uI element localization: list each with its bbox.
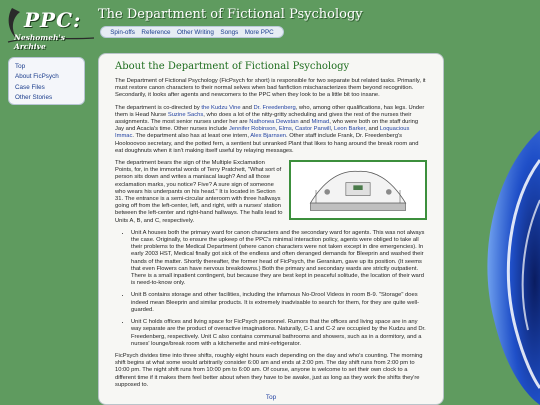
units-list [115,230,427,348]
text: and [298,119,312,126]
staff-paragraph [115,105,427,155]
nav-other-writing[interactable]: Other Writing [176,28,214,36]
text: , who were both on the staff during Jay and Acacia's time. Other nurses include [115,119,419,133]
sidebar-item-other-stories[interactable]: Other Stories [15,93,53,101]
link-loquacious-immac[interactable]: Loquacious Immac [115,126,410,140]
text: , who does a lot of the nitty-gritty scheduling and gives the rest of the nurses their assignments. The most senior nurses under her are [115,111,412,126]
text: . The department also has at least one intern, [132,133,251,140]
site-logo[interactable] [4,2,96,51]
swirl-decoration-icon [476,130,540,405]
logo-text: PPC: [24,8,82,32]
link-leon-barker[interactable]: Leon Barker [333,126,366,133]
page-title: The Department of Fictional Psychology [98,7,363,22]
sidebar [8,57,85,105]
link-castor-parwill[interactable]: Castor Parwill [294,126,331,133]
text: , [275,126,279,133]
list-item-unit-a: • Unit A houses both the primary ward for canon characters and the secondary ward for agents. This was not always the case. Originally, to ensure the upkeep of the PPC's minimal interaction policy, agents were obliged to take all their problems to the Medical Department (where canon characters were not taken except in dire emergencies). In early 2003 HST, Medical finally got sick of the endless and often deranged demands for Bleeprin and washed their hands of the matter. Shortly thereafter, the former head of FicPsych, the Geranium, gave up its position. (It seems that even Flowers can have nervous breakdowns.) Both the primary and secondary wards are strictly outpatient. There is a small inpatient contingent, but because they are best kept in peaceful solitude, the location of their ward is need-to-know only. [131,230,427,288]
sidebar-item-about[interactable]: About FicPsych [15,73,59,81]
link-suzine-sachs[interactable]: Suzine Sachs [167,111,204,118]
link-nathonea-dewstan[interactable]: Nathonea Dewstan [249,119,299,126]
section-paragraph: The department bears the sign of the Multiple Exclamation Points, for, in the immortal words of Terry Pratchett, "What sort of person sits down and writes a maniacal laugh? And all those exclamation marks, you notice? Five? A sure sign of someone who wears his underpants on his head." It is located in Section 31. The entrance is a semi-circular anteroom with three hallways going off from the left-center, left, and right, with a nurses' station between the left-center and right-hand hallways. The halls lead to Units A, B, and C, respectively. [115,160,283,224]
main-content [98,53,444,405]
nav-more-ppc[interactable]: More PPC [244,28,274,36]
text: The department is co-directed by [115,104,202,111]
back-to-top [115,394,427,401]
nav-songs[interactable]: Songs [220,28,239,36]
content-heading: About the Department of Fictional Psychology [115,61,350,72]
link-jennifer-robinson[interactable]: Jennifer Robinson [228,126,276,133]
text: , and [365,126,380,133]
link-kudzu-vine[interactable]: the Kudzu Vine [201,104,241,111]
text: , who, among other qualifications, has legs. Under them is Head Nurse [115,104,425,118]
link-elms[interactable]: Elms [278,126,292,133]
sidebar-item-top[interactable]: Top [15,63,26,70]
text: , [291,126,295,133]
nav-reference[interactable]: Reference [141,28,171,36]
logo-subtitle: Neshomeh's Archive [14,33,65,51]
link-alex-bjarnsen[interactable]: Alex Bjarnsen [250,133,287,140]
text: and [240,104,254,111]
text: , [330,126,334,133]
link-dr-freedenberg[interactable]: Dr. Freedenberg [253,104,296,111]
list-item-unit-c: • Unit C holds offices and living space for FicPsych personnel. Rumors that the offices and living space are in any way separate are the product of overactive imaginations. Naturally, C-1 and C-2 are occupied by the Kudzu and Dr. Freedenberg, respectively. Unit C also contains communal bathrooms and showers, such as in a dormitory, and a nurses' lounge/break room with a kitchenette and mini-refrigerator. [131,319,427,348]
top-link[interactable]: Top [265,393,277,401]
header [0,0,540,50]
list-item-unit-b: • Unit B contains storage and other facilities, including the infamous No-Drool Videos in room B-9. "Storage" does indeed mean Bleeprin and similar products. It is extremely inadvisable to search for them, for they are quite well-guarded. [131,292,427,314]
shifts-paragraph: FicPsych divides time into three shifts, roughly eight hours each depending on the day and who's counting. The morning shift begins at what some would arbitrarily consider 6:00 am and ends at 2:00 pm. The day shift runs from 2:00 pm to 10:00 pm. The night shift runs from 10:00 pm to 6:00 am. Of course, anyone is welcome to set their own clock to a different time if it makes them feel better about when they have to be awake, just as long as they work the shifts they're supposed to. [115,352,423,388]
text: . Other staff include Frank, Dr. Freedenberg's Hoolooovoo secretary, and the potted fern, a sentient but unranked Plant that likes to hang around the break room and eat doughnuts when it isn't making itself useful by relaying messages. [115,133,419,154]
section-description [115,160,427,230]
intro-paragraph: The Department of Fictional Psychology (FicPsych for short) is responsible for two separate but related tasks. Primarily, it must restore canon characters to their normal selves when bad fanfiction mischaracterizes them beyond recognition. Secondarily, it looks after agents and newcomers to the PPC when they look to be a little bit too insane. [115,78,426,99]
link-mirnad[interactable]: Mirnad [311,119,330,126]
sidebar-item-case-files[interactable]: Case Files [15,83,45,91]
top-nav [100,26,284,38]
nav-spinoffs[interactable]: Spin-offs [110,28,135,36]
floor-plan-image [289,160,427,220]
